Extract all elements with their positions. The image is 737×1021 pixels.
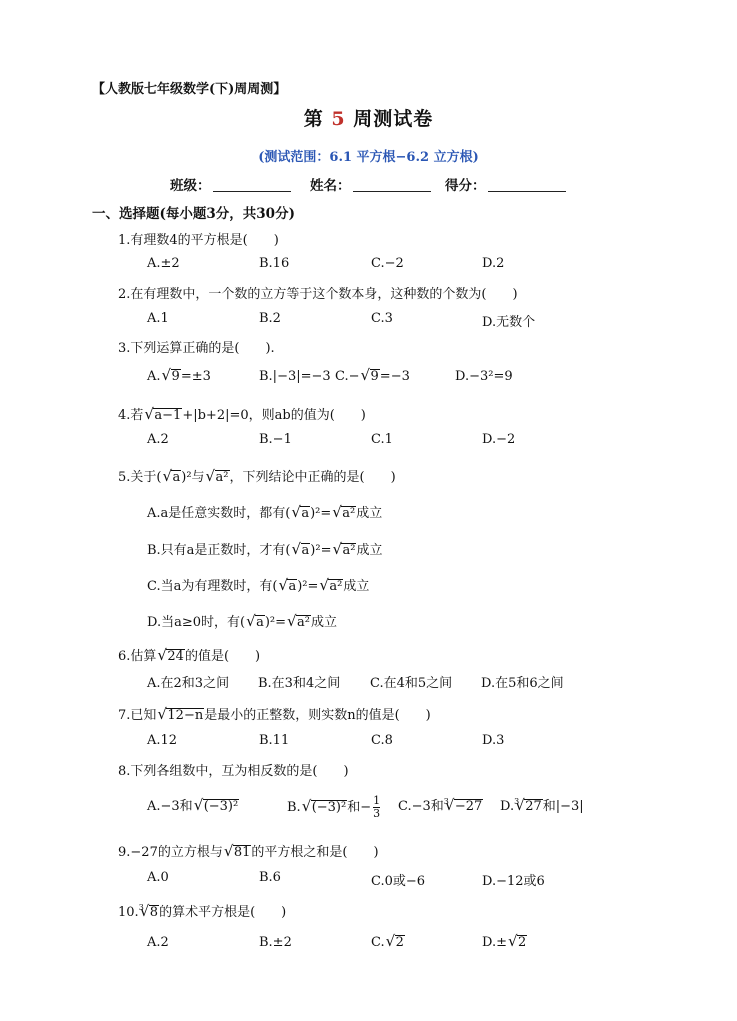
- question-1: 1.有理数4的平方根是( ): [118, 233, 279, 248]
- q3-c-text: =−3: [379, 369, 410, 384]
- q5-stem-post: ，下列结论中正确的是( ): [229, 470, 396, 485]
- page-title: [0, 104, 737, 131]
- root-index: 3: [443, 797, 449, 806]
- title-number: 5: [331, 108, 346, 130]
- sqrt-sign: √ a: [246, 615, 265, 630]
- q7-option-b[interactable]: B.11: [259, 733, 290, 748]
- q9-option-d[interactable]: D.−12或6: [482, 874, 545, 889]
- q7-option-d[interactable]: D.3: [482, 733, 505, 748]
- q4-stem-post: +|b+2|=0，则ab的值为( ): [182, 408, 366, 423]
- q5-option-d[interactable]: D.当a≥0时，有(√ a)²=√ a²成立: [147, 611, 337, 630]
- q2-option-d[interactable]: D.无数个: [482, 315, 536, 330]
- q8-option-c[interactable]: C.−3和$^3$√ −27: [398, 795, 483, 814]
- q2-option-c[interactable]: C.3: [371, 311, 393, 326]
- sqrt-sign: √ a²: [319, 579, 343, 594]
- q7-option-c[interactable]: C.8: [371, 733, 393, 748]
- question-8: 8.下列各组数中，互为相反数的是( ): [118, 764, 349, 779]
- q8-option-d[interactable]: D.$^3$√ 27和|−3|: [500, 795, 584, 814]
- sqrt-sign: √ 24: [157, 649, 185, 664]
- q4-stem-pre: 4.若: [118, 408, 144, 423]
- sqrt-sign: √ a²: [332, 506, 356, 521]
- q5-option-c[interactable]: C.当a为有理数时，有(√ a)²=√ a²成立: [147, 575, 369, 594]
- title-prefix: 第: [303, 108, 324, 130]
- question-4: [118, 404, 366, 423]
- q9-option-c[interactable]: C.0或−6: [371, 874, 426, 889]
- class-label: 班级：: [170, 178, 211, 194]
- sqrt-sign: √ a: [291, 506, 310, 521]
- score-blank[interactable]: [488, 177, 566, 192]
- question-2: 2.在有理数中，一个数的立方等于这个数本身，这种数的个数为( ): [118, 287, 518, 302]
- sqrt-sign: √ 2: [508, 935, 527, 950]
- sqrt-sign: √ (−3)²: [194, 799, 240, 814]
- q6-option-d[interactable]: D.在5和6之间: [481, 676, 564, 691]
- q2-option-a[interactable]: A.1: [147, 311, 169, 326]
- test-scope: (测试范围：6.1 平方根−6.2 立方根): [258, 150, 479, 165]
- q3-a-label: A.: [147, 369, 161, 384]
- q3-option-d[interactable]: D.−3²=9: [455, 369, 513, 384]
- question-9: 9.−27的立方根与√ 81的平方根之和是( ): [118, 841, 379, 860]
- question-3: 3.下列运算正确的是( ).: [118, 341, 275, 356]
- q6-option-b[interactable]: B.在3和4之间: [258, 676, 341, 691]
- sqrt-sign: √ 2: [386, 935, 405, 950]
- q1-option-d[interactable]: D.2: [482, 256, 505, 271]
- class-field: [170, 174, 291, 194]
- series-tag: 【人教版七年级数学(下)周周测】: [92, 82, 287, 97]
- cube-root-sign: √ 8: [140, 905, 159, 920]
- q9-option-b[interactable]: B.6: [259, 870, 281, 885]
- title-suffix: 周测试卷: [353, 108, 434, 130]
- q5-stem-mid: )²与: [181, 470, 205, 485]
- name-blank[interactable]: [353, 177, 431, 192]
- cube-root-sign: √ 27: [515, 799, 543, 814]
- q9-option-a[interactable]: A.0: [147, 870, 169, 885]
- sqrt-sign: √ a−1: [144, 408, 182, 423]
- sqrt-sign: √ (−3)²: [302, 800, 348, 815]
- sqrt-sign: √ a: [278, 579, 297, 594]
- q3-c-label: C.−: [335, 369, 360, 384]
- section-title: 一、选择题(每小题3分，共30分): [92, 206, 295, 222]
- sqrt-sign: √ 9: [361, 369, 380, 384]
- q7-option-a[interactable]: A.12: [147, 733, 178, 748]
- sqrt-sign: √ 81: [224, 845, 252, 860]
- question-7: 7.已知√ 12−n是最小的正整数，则实数n的值是( ): [118, 704, 431, 723]
- q1-option-c[interactable]: C.−2: [371, 256, 404, 271]
- q6-option-c[interactable]: C.在4和5之间: [370, 676, 453, 691]
- q4-option-d[interactable]: D.−2: [482, 432, 516, 447]
- q10-option-c[interactable]: C.√ 2: [371, 935, 405, 950]
- score-field: [445, 174, 566, 194]
- sqrt-sign: √ a²: [332, 543, 356, 558]
- q8-option-a[interactable]: A.−3和√ (−3)²: [147, 795, 239, 814]
- q1-option-a[interactable]: A.±2: [147, 256, 180, 271]
- q10-option-d[interactable]: D.±√ 2: [482, 935, 527, 950]
- name-label: 姓名：: [310, 178, 351, 194]
- q5-option-b[interactable]: B.只有a是正数时，才有(√ a)²=√ a²成立: [147, 539, 382, 558]
- cube-root-sign: √ −27: [445, 799, 483, 814]
- q4-option-b[interactable]: B.−1: [259, 432, 292, 447]
- sqrt-sign: √ a²: [206, 470, 230, 485]
- q2-option-b[interactable]: B.2: [259, 311, 281, 326]
- sqrt-sign: √ 12−n: [157, 708, 204, 723]
- root-index: 3: [138, 903, 144, 912]
- q3-option-a[interactable]: [147, 369, 211, 384]
- sqrt-sign: √ a²: [287, 615, 311, 630]
- class-blank[interactable]: [213, 177, 291, 192]
- name-field: [310, 174, 431, 194]
- q4-option-c[interactable]: C.1: [371, 432, 393, 447]
- q3-option-b[interactable]: B.|−3|=−3: [259, 369, 331, 384]
- question-6: 6.估算√ 24的值是( ): [118, 645, 260, 664]
- q10-option-b[interactable]: B.±2: [259, 935, 292, 950]
- q5-option-a[interactable]: A.a是任意实数时，都有(√ a)²=√ a²成立: [147, 502, 382, 521]
- q5-stem-pre: 5.关于(: [118, 470, 162, 485]
- question-5: [118, 466, 396, 485]
- sqrt-sign: √ 9: [162, 369, 181, 384]
- q10-option-a[interactable]: A.2: [147, 935, 169, 950]
- q8-option-b[interactable]: B.√ (−3)²和− $\frac{1}{3}$: [287, 795, 382, 820]
- q3-a-text: =±3: [180, 369, 211, 384]
- q1-option-b[interactable]: B.16: [259, 256, 290, 271]
- fraction: $\frac{1}{3}$: [373, 794, 381, 820]
- question-10: 10.$^3$√ 8的算术平方根是( ): [118, 901, 286, 920]
- sqrt-sign: √ a: [162, 470, 181, 485]
- q3-option-c[interactable]: [335, 369, 410, 384]
- score-label: 得分：: [445, 178, 486, 194]
- q4-option-a[interactable]: A.2: [147, 432, 169, 447]
- q6-option-a[interactable]: A.在2和3之间: [147, 676, 230, 691]
- sqrt-sign: √ a: [292, 543, 311, 558]
- root-index: 3: [514, 797, 520, 806]
